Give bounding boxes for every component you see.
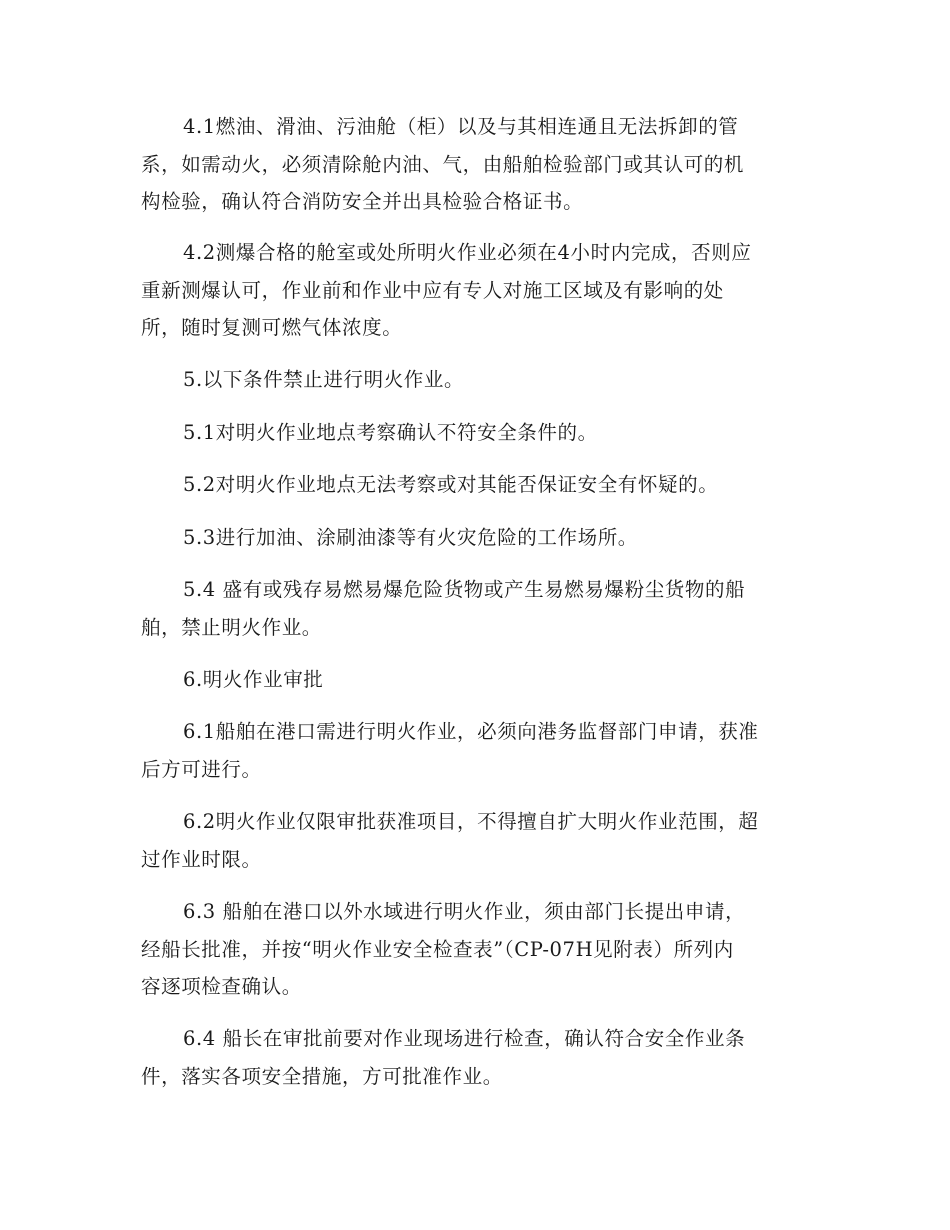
paragraph-6-2 — [141, 803, 809, 878]
paragraph-line: 容逐项检查确认。 — [141, 975, 302, 998]
paragraph-4-1 — [141, 108, 809, 221]
paragraph-line: 6.明火作业审批 — [183, 668, 324, 691]
paragraph-6-4 — [141, 1020, 809, 1095]
paragraph-6 — [141, 661, 809, 699]
paragraph-line: 5.2对明火作业地点无法考察或对其能否保证安全有怀疑的。 — [183, 473, 719, 496]
paragraph-line: 重新测爆认可，作业前和作业中应有专人对施工区域及有影响的处 — [141, 278, 724, 302]
paragraph-line: 6.4 船长在审批前要对作业现场进行检查，确认符合安全作业条 — [183, 1027, 746, 1050]
paragraph-line: 构检验，确认符合消防安全并出具检验合格证书。 — [141, 190, 584, 213]
paragraph-line: 6.1船舶在港口需进行明火作业，必须向港务监督部门申请，获准 — [183, 720, 759, 743]
paragraph-line: 5.1对明火作业地点考察确认不符安全条件的。 — [183, 421, 598, 444]
paragraph-6-3 — [141, 893, 809, 1006]
paragraph-5-4 — [141, 571, 809, 646]
paragraph-line: 4.2测爆合格的舱室或处所明火作业必须在4小时内完成，否则应 — [183, 241, 752, 264]
paragraph-line: 5.3进行加油、涂刷油漆等有火灾危险的工作场所。 — [183, 526, 638, 549]
paragraph-line: 系，如需动火，必须清除舱内油、气，由船舶检验部门或其认可的机 — [141, 152, 745, 176]
paragraph-line: 后方可进行。 — [141, 757, 262, 781]
paragraph-5-2 — [141, 466, 809, 504]
paragraph-5-1 — [141, 414, 809, 452]
paragraph-line: 经船长批准，并按“明火作业安全检查表”（CP-07H见附表）所列内 — [141, 937, 734, 961]
paragraph-line: 过作业时限。 — [141, 847, 262, 871]
paragraph-line: 5.以下条件禁止进行明火作业。 — [183, 368, 465, 391]
paragraph-line: 6.3 船舶在港口以外水域进行明火作业，须由部门长提出申请， — [183, 900, 746, 923]
paragraph-6-1 — [141, 713, 809, 788]
paragraph-line: 所，随时复测可燃气体浓度。 — [141, 316, 403, 339]
paragraph-line: 4.1燃油、滑油、污油舱（柜）以及与其相连通且无法拆卸的管 — [183, 115, 739, 138]
paragraph-line: 5.4 盛有或残存易燃易爆危险货物或产生易燃易爆粉尘货物的船 — [183, 578, 746, 601]
paragraph-4-2 — [141, 234, 809, 347]
paragraph-line: 6.2明火作业仅限审批获准项目，不得擅自扩大明火作业范围，超 — [183, 810, 759, 833]
paragraph-5-3 — [141, 519, 809, 557]
paragraph-line: 件，落实各项安全措施，方可批准作业。 — [141, 1064, 503, 1088]
paragraph-line: 舶，禁止明火作业。 — [141, 615, 322, 639]
paragraph-5 — [141, 361, 809, 399]
